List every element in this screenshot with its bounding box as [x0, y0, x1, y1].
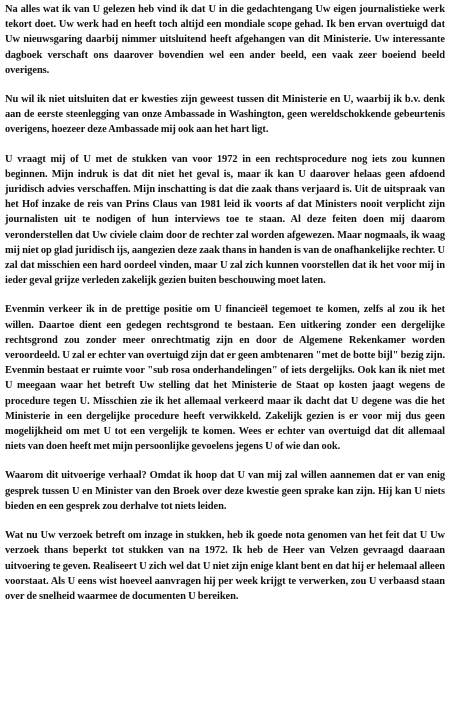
paragraph-6: Wat nu Uw verzoek betreft om inzage in stukken, heb ik goede nota genomen van het feit dat U Uw verzoek thans beperkt tot stukken van na 1972. Ik heb de Heer van Velzen gevraagd daaraan uitvoering te geven. Realiseert U zich wel dat U niet zijn enige klant bent en dat hij er helemaal alleen voorstaat. Als U eens wist hoeveel aanvragen hij per week krijgt te verwerken, zou U verbaasd staan over de snelheid waarmee de documenten U bereiken.: [5, 530, 445, 602]
paragraph-3: U vraagt mij of U met de stukken van voor 1972 in een rechtsprocedure nog iets zou kunnen beginnen. Mijn indruk is dat dit niet het geval is, maar ik kan U daarover helaas geen afdoend juridisch advies verschaffen. Mijn inschatting is dat die zaak thans verjaard is. Uit de uitspraak van het Hof inzake de reis van Prins Claus van 1981 leid ik voorts af dat Ministers nooit verplicht zijn journalisten uit te nodigen of hun interviews toe te staan. Al deze feiten doen mij daarom veronderstellen dat Uw civiele claim door de rechter zal worden afgewezen. Maar nogmaals, ik waag mij niet op glad juridisch ijs, aangezien deze zaak thans in handen is van de onafhankelijke rechter. U zal dat misschien een hard oordeel vinden, maar U zal zich kunnen voorstellen dat ik het voor mij in ieder geval grijze verleden zakelijk gezien buiten beschouwing moet laten.: [5, 153, 445, 287]
document-page: [5, 0, 445, 724]
paragraph-2: Nu wil ik niet uitsluiten dat er kwesties zijn geweest tussen dit Ministerie en U, waarbij ik b.v. denk aan de eerste steenlegging van onze Ambassade in Washington, geen wereldschokkende gebeurtenis overigens, hoezeer deze Ambassade mij ook aan het hart ligt.: [5, 94, 445, 136]
paragraph-5: Waarom dit uitvoerige verhaal? Omdat ik hoop dat U van mij zal willen aannemen dat er van enig gesprek tussen U en Minister van den Broek over deze kwestie geen sprake kan zijn. Hij kan U niets bieden en een gesprek zou derhalve tot niets leiden.: [5, 470, 445, 512]
paragraph-1: Na alles wat ik van U gelezen heb vind ik dat U in die gedachtengang Uw eigen journalistieke werk tekort doet. Uw werk had en heeft toch altijd een mondiale scope gehad. Ik ben ervan overtuigd dat Uw nieuwsgaring daarbij nimmer uitsluitend heeft afgehangen van dit Ministerie. Uw interessante dagboek verschaft ons daarover bovendien wel een ander beeld, een vaak zeer boeiend beeld overigens.: [5, 4, 445, 76]
paragraph-4: Evenmin verkeer ik in de prettige positie om U financieël tegemoet te komen, zelfs al zou ik het willen. Daartoe dient een gedegen rechtsgrond te bestaan. Een uitkering zonder een dergelijke rechtsgrond zou zonder meer onrechtmatig zijn en door de Algemene Rekenkamer worden veroordeeld. U zal er echter van overtuigd zijn dat er geen ambtenaren "met de botte bijl" bezig zijn. Evenmin bestaat er ruimte voor "sub rosa onderhandelingen" of iets dergelijks. Ook kan ik niet met U meegaan waar het betreft Uw stelling dat het Ministerie de Staat op kosten jaagt wegens de procedure tegen U. Misschien zie ik het allemaal verkeerd maar ik dacht dat U degene was die het Ministerie in een dergelijke procedure heeft verwikkeld. Zakelijk gezien is er voor mij dus geen mogelijkheid om met U tot een vergelijk te komen. Wees er echter van overtuigd dat dit allemaal niets van doen heeft met mijn persoonlijke gevoelens jegens U of wie dan ook.: [5, 304, 445, 453]
